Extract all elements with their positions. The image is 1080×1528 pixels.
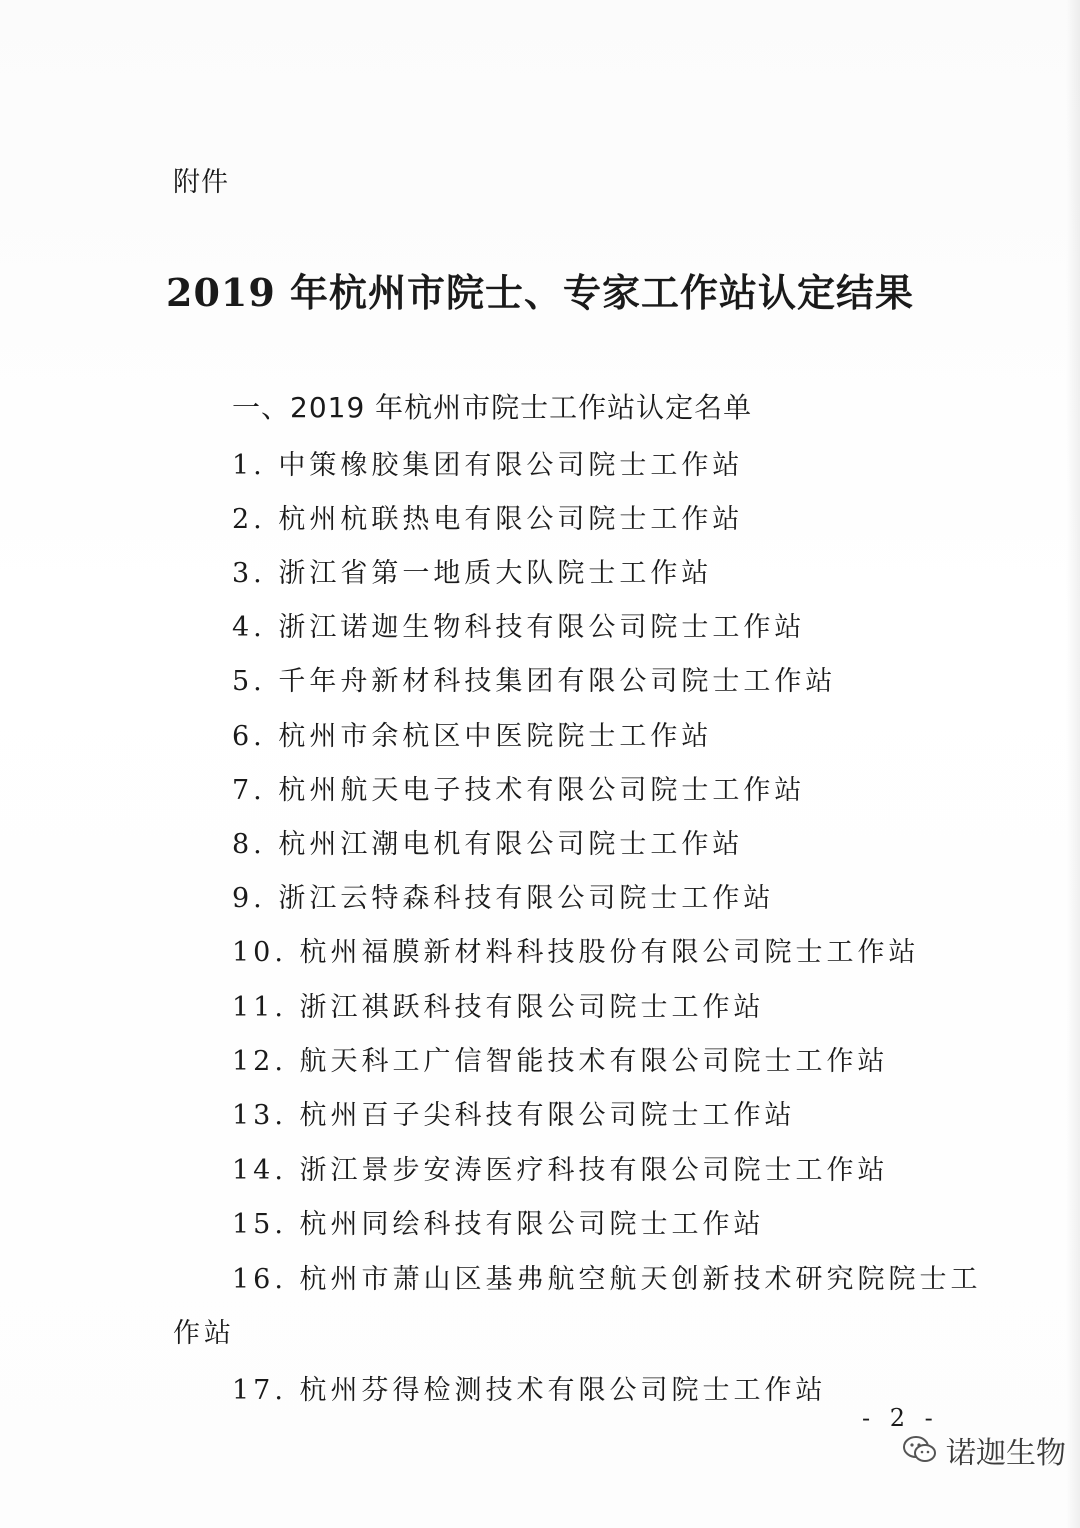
list-item: 5. 千年舟新材科技集团有限公司院士工作站: [232, 666, 837, 697]
list-item: 4. 浙江诺迦生物科技有限公司院士工作站: [232, 612, 806, 643]
list-item: 11. 浙江祺跃科技有限公司院士工作站: [232, 992, 765, 1023]
wechat-watermark: [902, 1428, 1066, 1472]
attachment-label: 附件: [173, 167, 229, 198]
list-item: 10. 杭州福膜新材料科技股份有限公司院士工作站: [232, 937, 920, 968]
section-heading: 一、2019 年杭州市院士工作站认定名单: [232, 391, 753, 424]
list-item: 3. 浙江省第一地质大队院士工作站: [232, 558, 713, 589]
page-number: - 2 -: [862, 1404, 939, 1432]
list-item: 2. 杭州杭联热电有限公司院士工作站: [232, 504, 744, 535]
list-item: 7. 杭州航天电子技术有限公司院士工作站: [232, 775, 806, 806]
list-item: 16. 杭州市萧山区基弗航空航天创新技术研究院院士工: [232, 1264, 982, 1295]
wechat-icon: [902, 1435, 938, 1465]
document-title: 2019 年杭州市院士、专家工作站认定结果: [166, 270, 914, 315]
list-item: 13. 杭州百子尖科技有限公司院士工作站: [232, 1100, 796, 1131]
watermark-text: 诺迦生物: [946, 1436, 1066, 1471]
list-item: 17. 杭州芬得检测技术有限公司院士工作站: [232, 1375, 827, 1406]
page-edge-shadow: [1066, 0, 1080, 1528]
list-item: 12. 航天科工广信智能技术有限公司院士工作站: [232, 1046, 889, 1077]
list-item: 6. 杭州市余杭区中医院院士工作站: [232, 721, 713, 752]
list-item: 15. 杭州同绘科技有限公司院士工作站: [232, 1209, 765, 1240]
list-item: 9. 浙江云特森科技有限公司院士工作站: [232, 883, 775, 914]
list-item: 8. 杭州江潮电机有限公司院士工作站: [232, 829, 744, 860]
list-item-continuation: 作站: [173, 1318, 235, 1349]
list-item: 14. 浙江景步安涛医疗科技有限公司院士工作站: [232, 1155, 889, 1186]
list-item: 1. 中策橡胶集团有限公司院士工作站: [232, 450, 744, 481]
